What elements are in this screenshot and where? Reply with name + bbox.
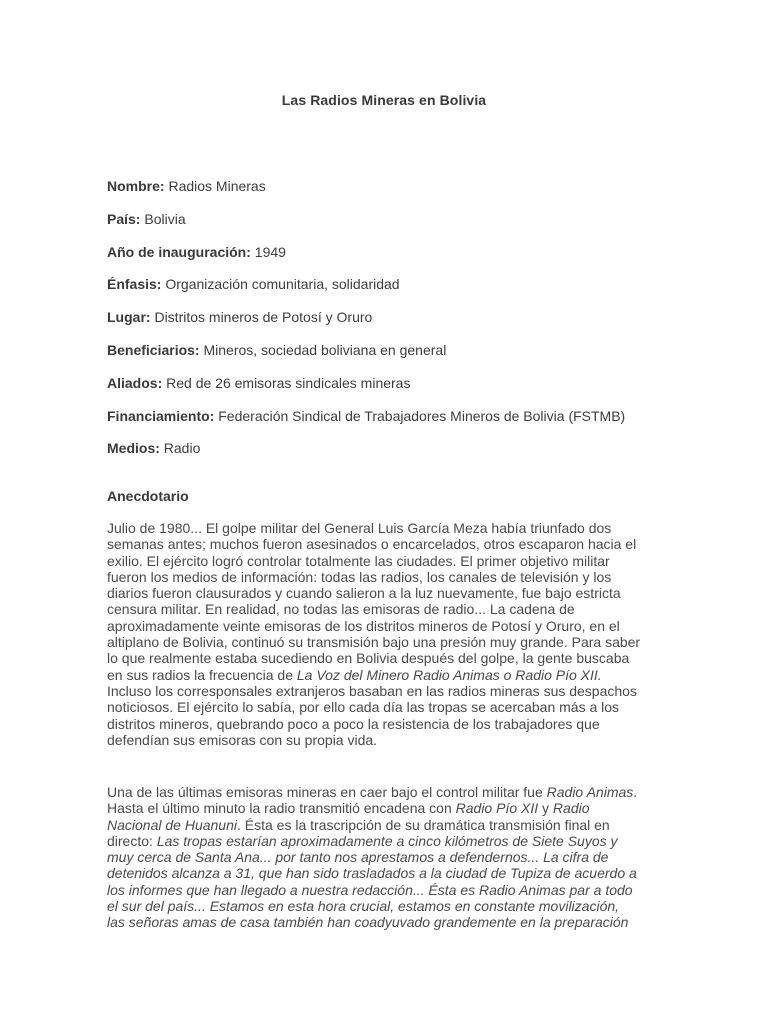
field-label: Año de inauguración: [107,243,251,260]
text-line: diarios fueron clausurados y cuando salieron a la luz nuevamente, fue bajo estricta [107,585,621,602]
text-line [107,784,667,800]
italic-text-run: Nacional de Huanuni [107,816,237,833]
text-line [107,849,667,865]
italic-text-run: Radio [552,800,590,817]
field-financiamiento [107,407,687,440]
field-value: Federación Sindical de Trabajadores Mineros de Bolivia (FSTMB) [218,407,626,424]
italic-text-run: Radio Animas [546,784,634,800]
field-label: País: [107,210,141,227]
field-value: Organización comunitaria, solidaridad [165,276,400,293]
text-line: exilio. El ejército logró controlar totalmente las ciudades. El primer objetivo militar [107,552,610,569]
field-value: Distritos mineros de Potosí y Oruro [154,309,373,326]
text-run: directo: [107,832,157,849]
italic-text-run: La Voz del Minero Radio Animas o Radio Pío XII. [296,666,602,683]
text-run: . Ésta es la trascripción de su dramática transmisión final en [236,816,610,833]
paragraph-last-broadcast [107,784,667,931]
text-run: . [633,784,638,800]
text-line [107,882,667,898]
field-pais [107,210,687,243]
text-line: aproximadamente veinte emisoras de los distritos mineros de Potosí y Oruro, en el [107,617,620,634]
italic-text-run: muy cerca de Santa Ana... por tanto nos aprestamos a defendernos... La cifra de [107,849,609,866]
field-ano-inauguracion [107,243,687,276]
field-medios [107,439,687,472]
italic-text-run: las señoras amas de casa también han coadyuvado grandemente en la preparación [107,914,629,931]
field-value: Radios Mineras [168,178,266,194]
field-label: Beneficiarios: [107,341,200,358]
info-fields [107,177,687,472]
field-label: Nombre: [107,178,165,194]
text-line [107,667,667,683]
text-line: Julio de 1980... El golpe militar del General Luis García Meza había triunfado dos [107,520,612,536]
text-line [107,898,667,914]
field-label: Énfasis: [107,276,162,293]
field-aliados [107,374,687,407]
field-value: 1949 [254,243,286,260]
text-line [107,914,667,930]
document-title: Las Radios Mineras en Bolivia [281,92,487,108]
italic-text-run: Las tropas estarían aproximadamente a cinco kilómetros de Siete Suyos y [156,832,618,849]
text-run: y [538,800,553,817]
text-line: Incluso los corresponsales extranjeros basaban en las radios mineras sus despachos [107,682,637,699]
field-nombre [107,177,687,210]
field-enfasis [107,275,687,308]
paragraph-anecdote [107,520,667,748]
field-value: Radio [163,440,201,457]
field-value: Red de 26 emisoras sindicales mineras [166,374,411,391]
text-line [107,817,667,833]
italic-text-run: el sur del país... Estamos en esta hora crucial, estamos en constante movilización, [107,898,620,915]
text-line: semanas antes; muchos fueron asesinados o encarcelados, otros escaparon hacia el [107,536,637,553]
italic-text-run: detenidos alcanza a 31, que han sido trasladados a la ciudad de Tupiza de acuerdo a [107,865,637,882]
field-label: Medios: [107,440,160,457]
field-beneficiarios [107,341,687,374]
field-label: Financiamiento: [107,407,215,424]
text-line: censura militar. En realidad, no todas las emisoras de radio... La cadena de [107,601,575,618]
field-label: Lugar: [107,309,151,326]
text-line [107,833,667,849]
field-value: Mineros, sociedad boliviana en general [203,341,447,358]
text-line: altiplano de Bolivia, continuó su transmisión bajo una presión muy grande. Para saber [107,634,641,651]
text-line: distritos mineros, quebrando poco a poco la resistencia de los trabajadores que [107,715,600,732]
italic-text-run: los informes que han llegado a nuestra redacción... Ésta es Radio Animas par a todo [107,881,633,898]
text-line: lo que realmente estaba sucediendo en Bolivia después del golpe, la gente buscaba [107,650,630,667]
field-lugar [107,308,687,341]
italic-text-run: Radio Pío XII [455,800,539,817]
text-line [107,800,667,816]
section-heading-anecdotario: Anecdotario [107,488,189,504]
text-line: noticiosos. El ejército lo sabía, por ello cada día las tropas se acercaban más a los [107,699,620,716]
text-run: Una de las últimas emisoras mineras en caer bajo el control militar fue [107,784,547,800]
text-run: Hasta el último minuto la radio transmitió encadena con [107,800,456,817]
text-line [107,865,667,881]
text-line: fueron los medios de información: todas las radios, los canales de televisión y los [107,568,612,585]
text-run: en sus radios la frecuencia de [107,666,297,683]
field-value: Bolivia [144,210,186,227]
field-label: Aliados: [107,374,163,391]
text-line: defendían sus emisoras con su propia vida. [107,731,378,748]
